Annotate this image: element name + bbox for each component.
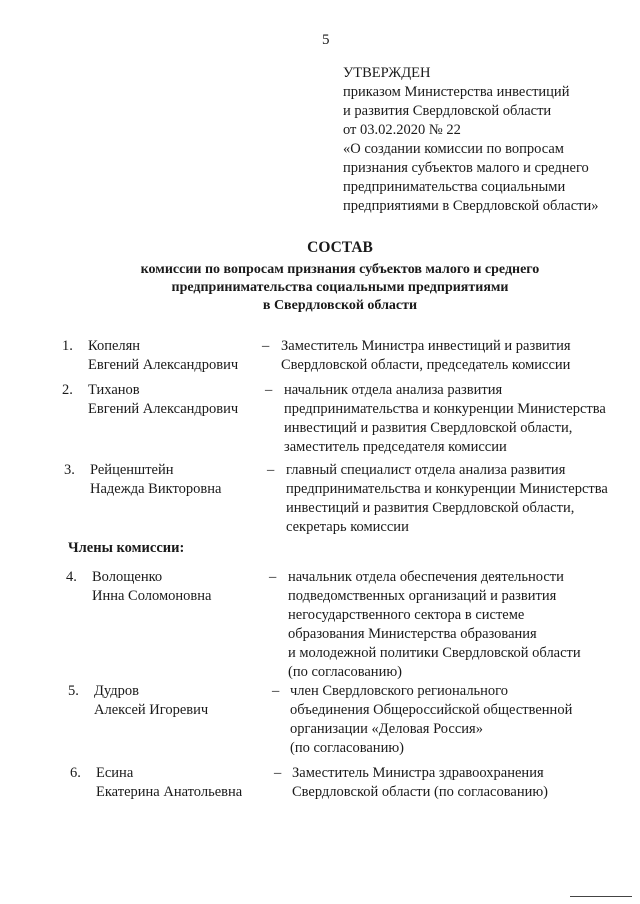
member-dash: – bbox=[274, 765, 282, 781]
member-name: Копелян Евгений Александрович bbox=[88, 338, 239, 373]
subtitle-line: предпринимательства социальными предприятиями bbox=[171, 280, 509, 295]
member-dash: – bbox=[262, 338, 270, 354]
member-dash: – bbox=[267, 462, 275, 478]
subtitle-line: в Свердловской области bbox=[262, 298, 418, 313]
member-name: Есина Екатерина Анатольевна bbox=[96, 765, 243, 800]
member-name: Волощенко Инна Соломоновна bbox=[92, 569, 212, 604]
member-role: начальник отдела анализа развития предпринимательства и конкуренции Министерства инвестиций и развития Свердловской области, заместитель председателя комиссии bbox=[284, 382, 606, 455]
subtitle-line: комиссии по вопросам признания субъектов малого и среднего bbox=[140, 262, 540, 277]
approval-line: «О создании комиссии по вопросам bbox=[343, 141, 564, 157]
member-number: 2. bbox=[62, 382, 73, 398]
approval-line: УТВЕРЖДЕН bbox=[343, 65, 431, 81]
approval-line: предприятиями в Свердловской области» bbox=[343, 198, 599, 214]
member-role: Заместитель Министра здравоохранения Свердловской области (по согласованию) bbox=[292, 765, 549, 800]
member-number: 6. bbox=[70, 765, 81, 781]
member-role: член Свердловского регионального объединения Общероссийской общественной организации «Деловая Россия» (по согласованию) bbox=[290, 683, 573, 756]
member-dash: – bbox=[272, 683, 280, 699]
member-name: Дудров Алексей Игоревич bbox=[94, 683, 209, 718]
member-role: главный специалист отдела анализа развития предпринимательства и конкуренции Министерства инвестиций и развития Свердловской области, секретарь комиссии bbox=[286, 462, 608, 535]
member-name: Рейценштейн Надежда Викторовна bbox=[90, 462, 222, 497]
approval-line: приказом Министерства инвестиций bbox=[343, 84, 570, 100]
footer-rule bbox=[570, 896, 632, 897]
member-role: начальник отдела обеспечения деятельности подведомственных организаций и развития негосударственного сектора в системе образования Министерства образования и молодежной политики Свердловской области (по согласованию) bbox=[288, 569, 581, 680]
member-dash: – bbox=[269, 569, 277, 585]
document-title bbox=[60, 238, 620, 315]
members-section-label: Члены комиссии: bbox=[68, 540, 185, 556]
member-dash: – bbox=[265, 382, 273, 398]
title-main: СОСТАВ bbox=[307, 239, 373, 256]
member-name: Тиханов Евгений Александрович bbox=[88, 382, 239, 417]
approval-line: признания субъектов малого и среднего bbox=[343, 160, 589, 176]
approval-block bbox=[343, 64, 633, 216]
member-number: 5. bbox=[68, 683, 79, 699]
approval-line: предпринимательства социальными bbox=[343, 179, 566, 195]
member-number: 3. bbox=[64, 462, 75, 478]
approval-line: и развития Свердловской области bbox=[343, 103, 552, 119]
approval-line: от 03.02.2020 № 22 bbox=[343, 122, 461, 138]
member-role: Заместитель Министра инвестиций и развития Свердловской области, председатель комиссии bbox=[281, 338, 571, 373]
member-number: 1. bbox=[62, 338, 73, 354]
page-number: 5 bbox=[322, 32, 330, 48]
member-number: 4. bbox=[66, 569, 77, 585]
title-subtitle bbox=[60, 261, 620, 315]
